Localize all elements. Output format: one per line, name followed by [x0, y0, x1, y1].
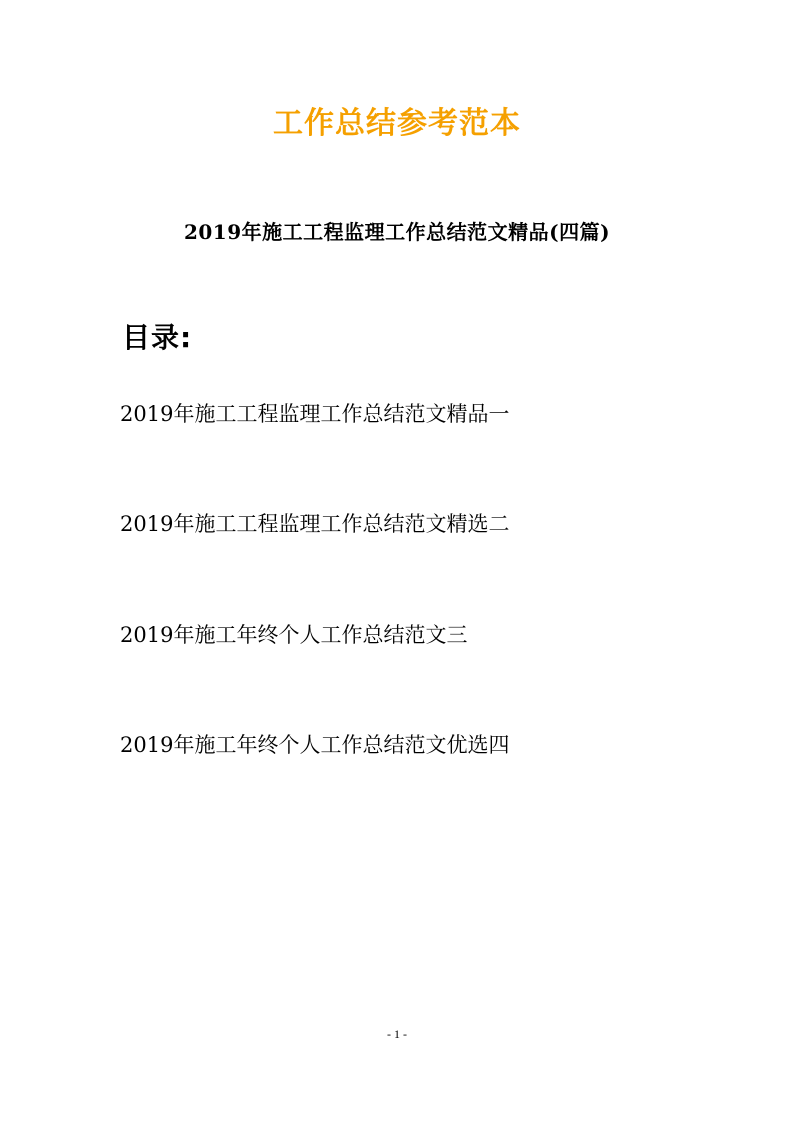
toc-item-2[interactable]: 2019年施工工程监理工作总结范文精选二 — [120, 512, 510, 536]
toc-item-3[interactable]: 2019年施工年终个人工作总结范文三 — [120, 623, 468, 647]
document-title: 2019年施工工程监理工作总结范文精品(四篇) — [183, 220, 611, 244]
page-number: - 1 - — [387, 1027, 407, 1041]
toc-heading: 目录: — [122, 321, 193, 354]
header-title: 工作总结参考范本 — [273, 106, 521, 141]
toc-item-1[interactable]: 2019年施工工程监理工作总结范文精品一 — [120, 402, 510, 426]
toc-item-4[interactable]: 2019年施工年终个人工作总结范文优选四 — [120, 733, 510, 757]
